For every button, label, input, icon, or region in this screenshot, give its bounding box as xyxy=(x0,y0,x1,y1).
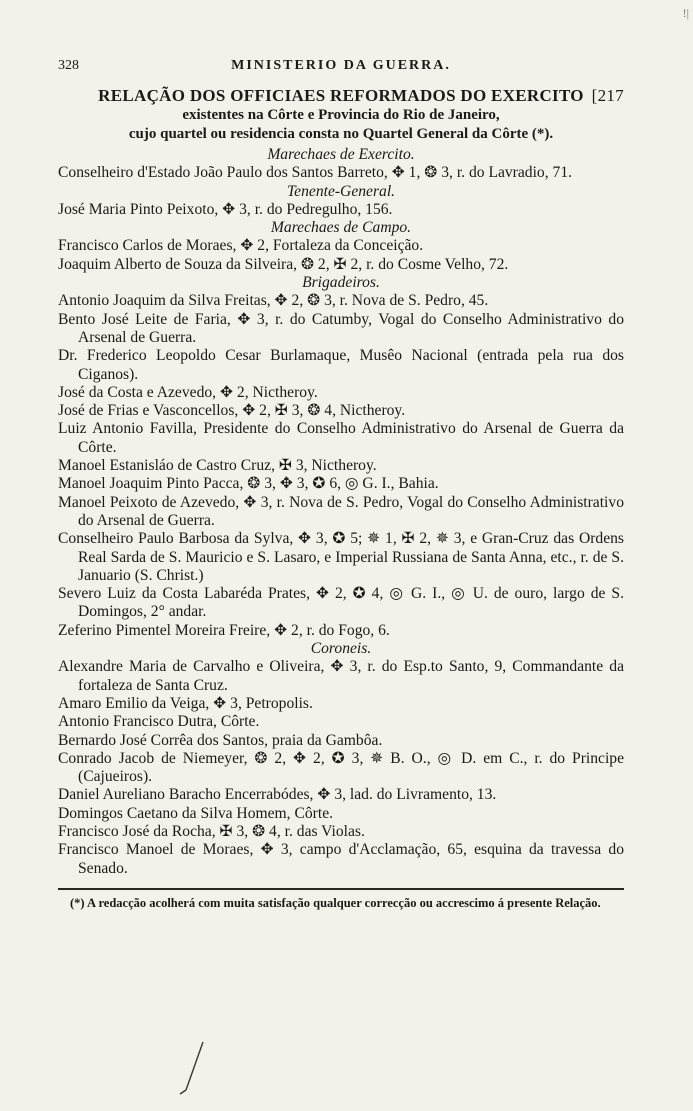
title-subline-1: existentes na Côrte e Provincia do Rio de Janeiro, xyxy=(182,107,500,123)
rank-heading-tenente-general: Tenente-General. xyxy=(286,182,396,200)
officer-entry: Conrado Jacob de Niemeyer, ❂ 2, ✥ 2, ✪ 3, ✵ B. O., ◎ D. em C., r. do Principe (Cajueiros). xyxy=(58,749,624,786)
officer-entry: Francisco Manoel de Moraes, ✥ 3, campo d'Acclamação, 65, esquina da travessa do Senado. xyxy=(58,841,624,877)
officer-entry: Domingos Caetano da Silva Homem, Côrte. xyxy=(58,804,334,822)
running-head xyxy=(58,58,624,80)
officer-entry: Antonio Francisco Dutra, Côrte. xyxy=(58,713,260,731)
officer-entry: Francisco José da Rocha, ✠ 3, ❂ 4, r. das Violas. xyxy=(58,822,365,840)
officer-entry: Conselheiro d'Estado João Paulo dos Santos Barreto, ✥ 1, ❂ 3, r. do Lavradio, 71. xyxy=(58,164,573,182)
officer-entry: Daniel Aureliano Baracho Encerrabódes, ✥ 3, lad. do Livramento, 13. xyxy=(58,786,497,804)
title-number: [217 xyxy=(591,86,624,105)
officer-entry: José Maria Pinto Peixoto, ✥ 3, r. do Pedregulho, 156. xyxy=(58,200,393,218)
officer-entry: Antonio Joaquim da Silva Freitas, ✥ 2, ❂ 3, r. Nova de S. Pedro, 45. xyxy=(58,292,489,310)
rank-heading-marechaes-exercito: Marechaes de Exercito. xyxy=(267,146,415,163)
page-number: 328 xyxy=(58,58,79,73)
officer-list xyxy=(58,146,624,878)
title-block xyxy=(58,86,624,144)
officer-entry: Francisco Carlos de Moraes, ✥ 2, Fortaleza da Conceição. xyxy=(58,237,424,255)
officer-entry: Bernardo José Corrêa dos Santos, praia da Gambôa. xyxy=(58,731,383,749)
footnote-divider xyxy=(58,888,624,890)
rank-heading-brigadeiros: Brigadeiros. xyxy=(302,274,380,292)
title-heading xyxy=(58,86,624,106)
running-title: MINISTERIO DA GUERRA. xyxy=(231,58,451,73)
officer-entry: Luiz Antonio Favilla, Presidente do Conselho Administrativo do Arsenal de Guerra da Côrte. xyxy=(58,420,624,456)
officer-entry: Manoel Joaquim Pinto Pacca, ❂ 3, ✥ 3, ✪ 6, ◎ G. I., Bahia. xyxy=(58,475,439,493)
title-subline-2: cujo quartel ou residencia consta no Quartel General da Côrte (*). xyxy=(128,126,554,142)
officer-entry: José da Costa e Azevedo, ✥ 2, Nictheroy. xyxy=(58,383,318,401)
officer-entry: Zeferino Pimentel Moreira Freire, ✥ 2, r. do Fogo, 6. xyxy=(58,621,390,639)
margin-mark: !| xyxy=(682,6,689,20)
footnote: (*) A redacção acolherá com muita satisfação qualquer correcção ou accrescimo á presente Relação. xyxy=(70,895,601,910)
officer-entry: Severo Luiz da Costa Labaréda Prates, ✥ 2, ✪ 4, ◎ G. I., ◎ U. de ouro, largo de S. Domingos, 2° andar. xyxy=(58,585,624,621)
rank-heading-marechaes-campo: Marechaes de Campo. xyxy=(270,219,412,237)
officer-entry: Bento José Leite de Faria, ✥ 3, r. do Catumby, Vogal do Conselho Administrativo do Arsenal de Guerra. xyxy=(58,310,624,346)
officer-entry: Manoel Estanisláo de Castro Cruz, ✠ 3, Nictheroy. xyxy=(58,457,377,475)
rank-heading-coroneis: Coroneis. xyxy=(310,640,372,658)
officer-entry: Conselheiro Paulo Barbosa da Sylva, ✥ 3, ✪ 5; ✵ 1, ✠ 2, ✵ 3, e Gran-Cruz das Ordens Real Sarda de S. Mauricio e S. Lasaro, e Imperial Russiana de Santa Anna, etc., r. de S. Januario (S. Christ.) xyxy=(58,530,624,584)
officer-entry: Alexandre Maria de Carvalho e Oliveira, ✥ 3, r. do Esp.to Santo, 9, Commandante da fortaleza de Santa Cruz. xyxy=(58,658,624,694)
officer-entry: Amaro Emilio da Veiga, ✥ 3, Petropolis. xyxy=(58,694,313,712)
officer-entry: Joaquim Alberto de Souza da Silveira, ❂ 2, ✠ 2, r. do Cosme Velho, 72. xyxy=(58,255,509,273)
officer-entry: Dr. Frederico Leopoldo Cesar Burlamaque, Musêo Nacional (entrada pela rua dos Ciganos). xyxy=(58,347,624,383)
title-text: RELAÇÃO DOS OFFICIAES REFORMADOS DO EXERCITO xyxy=(98,86,584,105)
officer-entry: Manoel Peixoto de Azevedo, ✥ 3, r. Nova de S. Pedro, Vogal do Conselho Administrativo do Arsenal de Guerra. xyxy=(58,493,624,529)
officer-entry: José de Frias e Vasconcellos, ✥ 2, ✠ 3, ❂ 4, Nictheroy. xyxy=(58,402,406,420)
document-page xyxy=(58,58,624,911)
